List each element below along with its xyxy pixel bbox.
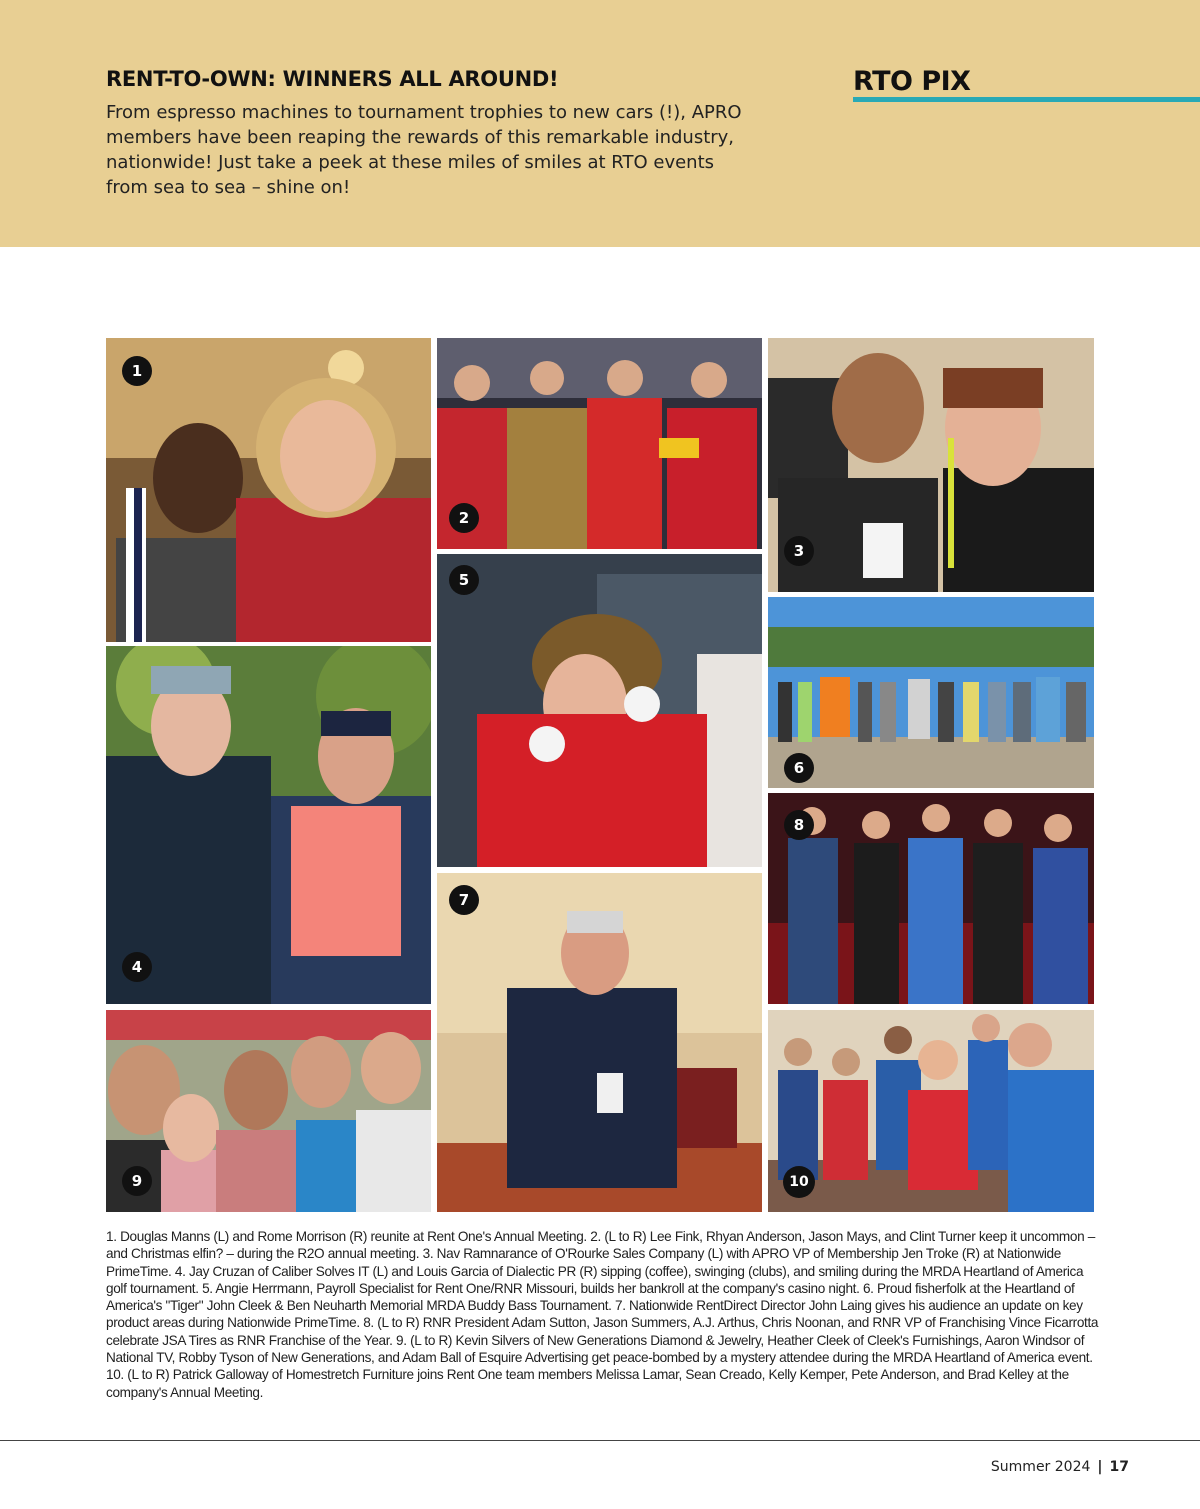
page-footer bbox=[991, 1459, 1129, 1475]
photo-4 bbox=[106, 646, 431, 1004]
photo-number-badge: 9 bbox=[122, 1166, 152, 1196]
photo-9-image bbox=[106, 1010, 431, 1212]
photo-number-badge: 6 bbox=[784, 753, 814, 783]
photo-number-badge: 4 bbox=[122, 952, 152, 982]
footer-divider bbox=[0, 1440, 1200, 1441]
issue-label: Summer 2024 bbox=[990, 1459, 1091, 1475]
photo-number-badge: 3 bbox=[784, 536, 814, 566]
photo-number-badge: 2 bbox=[449, 503, 479, 533]
photo-5 bbox=[437, 554, 762, 867]
article-headline: RENT-TO-OWN: WINNERS ALL AROUND! bbox=[106, 67, 559, 91]
photo-number-badge: 1 bbox=[122, 356, 152, 386]
section-tag: RTO PIX bbox=[853, 66, 971, 97]
page-number: 17 bbox=[1109, 1459, 1129, 1475]
section-tag-underline bbox=[853, 97, 1200, 102]
photo-1 bbox=[106, 338, 431, 642]
photo-captions: 1. Douglas Manns (L) and Rome Morrison (R) reunite at Rent One's Annual Meeting. 2. (L to R) Lee Fink, Rhyan Anderson, Jason Mays, and Clint Turner keep it uncommon – and Christmas elfin? – during the R2O annual meeting. 3. Nav Ramnarance of O'Rourke Sales Company (L) with APRO VP of Membership Jen Troke (R) at Nationwide PrimeTime. 4. Jay Cruzan of Caliber Solves IT (L) and Louis Garcia of Dialectic PR (R) sipping (coffee), swinging (clubs), and smiling during the MRDA Heartland of America golf tournament. 5. Angie Herrmann, Payroll Specialist for Rent One/RNR Missouri, builds her bankroll at the company's casino night. 6. Proud fisherfolk at the Heartland of America's "Tiger" John Cleek & Ben Neuharth Memorial MRDA Buddy Bass Tournament. 7. Nationwide RentDirect Director John Laing gives his audience an update on key product areas during Nationwide PrimeTime. 8. (L to R) RNR President Adam Sutton, Jason Summers, A.J. Arthus, Chris Noonan, and RNR VP of Franchising Vince Ficarrotta celebrate JSA Tires as RNR Franchise of the Year. 9. (L to R) Kevin Silvers of New Generations Diamond & Jewelry, Heather Cleek of Cleek's Furnishings, Aaron Windsor of National TV, Robby Tyson of New Generations, and Adam Ball of Esquire Advertising get peace-bombed by a mystery attendee during the MRDA Heartland of America event. 10. (L to R) Patrick Galloway of Homestretch Furniture joins Rent One team members Melissa Lamar, Sean Creado, Kelly Kemper, Pete Anderson, and Brad Kelley at the company's Annual Meeting. bbox=[106, 1229, 1099, 1400]
photo-number-badge: 7 bbox=[449, 885, 479, 915]
photo-number-badge: 5 bbox=[449, 565, 479, 595]
photo-6 bbox=[768, 597, 1094, 788]
footer-separator: | bbox=[1097, 1459, 1103, 1475]
photo-1-image bbox=[106, 338, 431, 642]
photo-3 bbox=[768, 338, 1094, 592]
photo-number-badge: 10 bbox=[783, 1166, 815, 1198]
photo-6-image bbox=[768, 597, 1094, 788]
photo-10 bbox=[768, 1010, 1094, 1212]
photo-3-image bbox=[768, 338, 1094, 592]
photo-2-image bbox=[437, 338, 762, 549]
photo-5-image bbox=[437, 554, 762, 867]
photo-7-image bbox=[437, 873, 762, 1212]
photo-8-image bbox=[768, 793, 1094, 1004]
photo-8 bbox=[768, 793, 1094, 1004]
photo-9 bbox=[106, 1010, 431, 1212]
photo-4-image bbox=[106, 646, 431, 1004]
photo-number-badge: 8 bbox=[784, 810, 814, 840]
article-intro: From espresso machines to tournament trophies to new cars (!), APRO members have been reaping the rewards of this remarkable industry, nationwide! Just take a peek at these miles of smiles at RTO events from sea to sea – shine on! bbox=[106, 102, 742, 198]
photo-7 bbox=[437, 873, 762, 1212]
photo-2 bbox=[437, 338, 762, 549]
photo-10-image bbox=[768, 1010, 1094, 1212]
